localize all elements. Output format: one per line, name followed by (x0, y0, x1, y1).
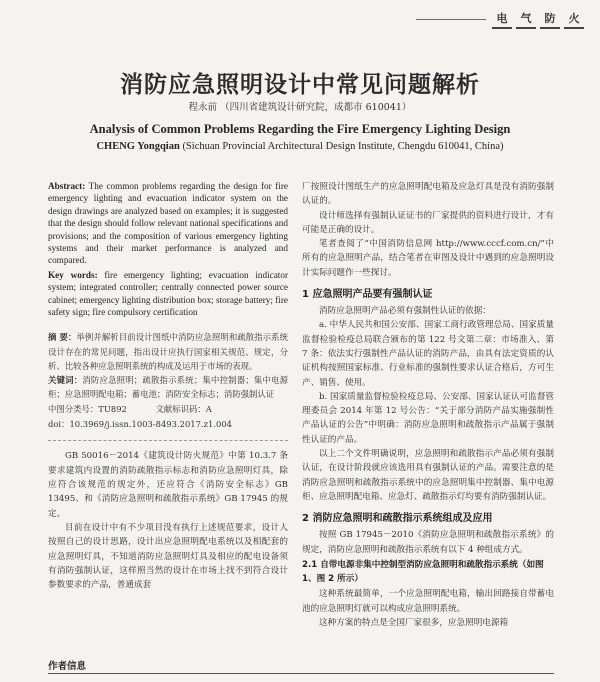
footer-rule (48, 673, 554, 674)
body-paragraph: 消防应急照明产品必须有强制性认证的依据： (319, 306, 491, 317)
body-paragraph: 这种方案的特点是全国厂家很多，应急照明电源箱 (319, 618, 509, 629)
keywords-cn-label: 关键词： (48, 375, 83, 386)
section-tag-char: 电 (492, 10, 512, 29)
body-paragraph: 这种系统最简单，一个应急照明配电箱，输出回路接自带蓄电池的应急照明灯就可以构成应急照明系统。 (302, 589, 554, 614)
section-tag-rule (416, 19, 486, 20)
author-line-en (0, 141, 600, 152)
abstract-divider (48, 440, 288, 441)
abstract-en (48, 180, 288, 267)
keywords-cn-text: 消防应急照明；疏散指示系统；集中控制器；集中电源柜；应急照明配电箱；蓄电池；消防安全标志；消防强制认证 (48, 375, 289, 400)
keywords-en-text: fire emergency lighting; evacuation indicator system; integrated controller; centrally connected power source cabinet; emergency lighting distribution box; storage battery; fire safety sign; fire compulsory certification (48, 269, 289, 318)
body-paragraph: a. 中华人民共和国公安部、国家工商行政管理总局、国家质量监督检验检疫总局联合颁布的第 122 号文第二章：市场准入、第 7 条：依法实行强制性产品认证的消防产品，由具有法定资质的认证机构按照国家标准、行业标准的强制性要求认证合格后，方可生产、销售、使用。 (302, 320, 554, 388)
section-tag-char: 防 (540, 10, 560, 29)
right-column (302, 180, 554, 630)
body-paragraph: 以上二个文件明确说明，应急照明和疏散指示产品必须有强制认证，在设计阶段就应该选用具有强制认证的产品。需要注意的是消防应急照明和疏散指示系统中的应急照明集中控制器、集中电源柜、应急照明配电箱、应急灯、疏散指示灯均要有消防强制认证。 (302, 449, 554, 502)
section-heading-2: 2 消防应急照明和疏散指示系统组成及应用 (302, 513, 493, 525)
article-title-en: Analysis of Common Problems Regarding the Fire Emergency Lighting Design (89, 122, 511, 136)
body-paragraph: 厂按照设计图纸生产的应急照明配电箱及应急灯具是没有消防强制认证的。 (302, 182, 554, 207)
abstract-cn-text: 举例并解析目前设计图纸中消防应急照明和疏散指示系统设计存在的常见问题，指出设计应执行国家相关规范、规定，分析、比较各种应急照明系统的构成及运用于市场的表现。 (48, 332, 289, 371)
author-affiliation-en: (Sichuan Provincial Architectural Design Institute, Chengdu 610041, China) (179, 141, 504, 152)
section-tag-char: 火 (564, 10, 584, 29)
abstract-en-label: Abstract: (48, 181, 86, 191)
body-paragraph: 目前在设计中有不少项目没有执行上述规范要求，设计人按照自己的设计思路，设计出应急照明配电系统以及相配套的应急照明灯具，不知道消防应急照明灯具及相应的配电设备须有消防强制认证，这样照当然的设计在市场上找不到符合设计参数要求的产品，普通成套 (48, 522, 288, 591)
body-paragraph: 设计师选择有强制认证证书的厂家提供的资料进行设计，才有可能是正确的设计。 (302, 210, 554, 235)
body-paragraph: b. 国家质量监督检验检疫总局、公安部、国家认证认可监督管理委员会 2014 年第 12 号公告：“关于部分消防产品实施强制性产品认证的公告”中明确：消防应急照明和疏散指示产品属于强制性认证的产品。 (302, 391, 554, 445)
subsection-heading-2-1: 2.1 自带电源非集中控制型消防应急照明和疏散指示系统（如图 1、图 2 所示） (302, 559, 544, 585)
author-name-en: CHENG Yongqian (96, 141, 180, 152)
keywords-en (48, 269, 288, 319)
abstract-cn-label: 摘 要： (48, 332, 77, 343)
body-paragraph: GB 50016－2014《建筑设计防火规范》中第 10.3.7 条要求建筑内设置的消防疏散指示标志和消防应急照明灯具，除应符合该规范的规定外，还应符合《消防安全标志》GB 13495、和《消防应急照明和疏散指示系统》GB 17945 的规定。 (48, 451, 288, 519)
doi-line: doi：10.3969/j.issn.1003-8493.2017.z1.004 (48, 419, 232, 430)
article-title-cn: 消防应急照明设计中常见问题解析 (120, 72, 480, 98)
classification-line (48, 402, 288, 416)
left-column (48, 180, 288, 592)
author-line-cn: 程永前 （四川省建筑设计研究院，成都市 610041） (188, 102, 412, 113)
document-code: 文献标识码：A (155, 404, 212, 415)
section-heading-1: 1 应急照明产品要有强制认证 (302, 289, 433, 301)
abstract-en-text: The common problems regarding the design for fire emergency lighting and evacuation indicator system on the design drawings are analyzed based on examples; it is suggested that the design should follow relevant national specifications and provisions; and the composition of various emergency lighting systems and their market performance is analyzed and compared. (48, 181, 288, 266)
section-tag-char: 气 (516, 10, 536, 29)
body-paragraph: 按照 GB 17945－2010《消防应急照明和疏散指示系统》的规定，消防应急照明和疏散指示系统有以下 4 种组成方式。 (302, 530, 554, 555)
keywords-cn (48, 373, 288, 401)
section-tag (416, 10, 586, 29)
class-number: 中图分类号：TU892 (48, 404, 127, 415)
author-info-label: 作者信息 (48, 661, 87, 672)
abstract-cn (48, 330, 288, 373)
body-paragraph: 笔者查阅了“中国消防信息网 http://www.cccf.com.cn/”中所有的应急照明产品，结合笔者在审图及设计中遇到的应急照明设计实际问题作一些探讨。 (302, 239, 554, 278)
keywords-en-label: Key words: (48, 269, 98, 280)
